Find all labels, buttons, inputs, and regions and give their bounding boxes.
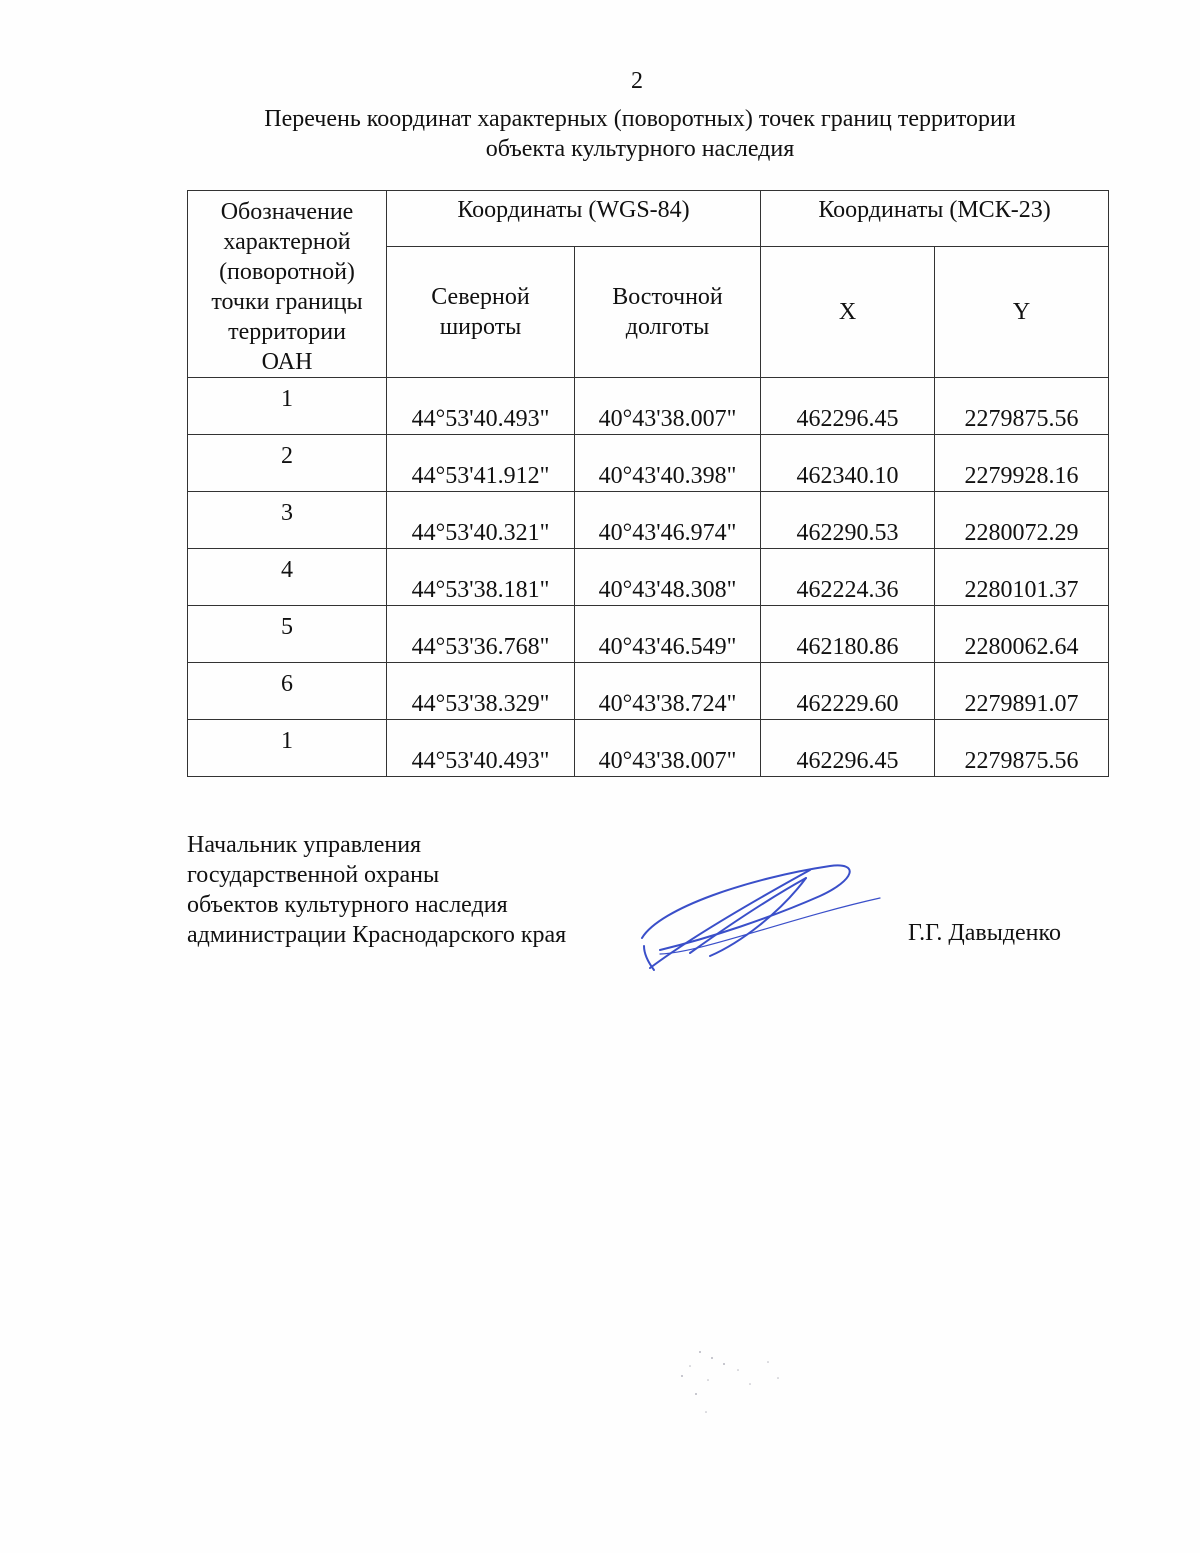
table-row (188, 549, 1109, 606)
signer-name: Г.Г. Давыденко (908, 920, 1061, 946)
header-point-designation (188, 191, 387, 378)
document-title (0, 104, 1200, 164)
cell-y: 2279928.16 (935, 435, 1109, 492)
header-longitude (575, 246, 761, 377)
cell-longitude: 40°43'40.398" (575, 435, 761, 492)
cell-latitude: 44°53'41.912" (387, 435, 575, 492)
cell-point: 3 (188, 492, 387, 549)
cell-longitude: 40°43'38.007" (575, 720, 761, 777)
title-line-2: объекта культурного наследия (485, 136, 795, 162)
position-line: Начальник управления (187, 832, 422, 858)
cell-x: 462340.10 (761, 435, 935, 492)
position-line: объектов культурного наследия (187, 892, 508, 918)
cell-y: 2280062.64 (935, 606, 1109, 663)
cell-longitude: 40°43'46.549" (575, 606, 761, 663)
cell-latitude: 44°53'38.181" (387, 549, 575, 606)
header-x: X (761, 246, 935, 377)
cell-longitude: 40°43'38.007" (575, 378, 761, 435)
position-line: администрации Краснодарского края (187, 922, 567, 948)
header-lat-line: Северной (431, 283, 530, 310)
cell-longitude: 40°43'46.974" (575, 492, 761, 549)
page-number: 2 (631, 68, 643, 94)
scan-artifacts (660, 1340, 820, 1440)
table-row (188, 492, 1109, 549)
cell-y: 2279875.56 (935, 720, 1109, 777)
table-row (188, 720, 1109, 777)
cell-x: 462290.53 (761, 492, 935, 549)
header-point-line: ОАН (261, 349, 313, 375)
cell-point: 4 (188, 549, 387, 606)
table-row (188, 663, 1109, 720)
position-line: государственной охраны (187, 862, 440, 888)
header-msk23: Координаты (МСК-23) (761, 191, 1109, 247)
header-lon-line: долготы (625, 313, 710, 340)
cell-x: 462296.45 (761, 720, 935, 777)
header-point-line: точки границы (211, 289, 363, 315)
cell-y: 2279875.56 (935, 378, 1109, 435)
table-row (188, 435, 1109, 492)
table-row (188, 606, 1109, 663)
header-wgs84: Координаты (WGS-84) (387, 191, 761, 247)
cell-latitude: 44°53'40.493" (387, 720, 575, 777)
header-y: Y (935, 246, 1109, 377)
cell-y: 2280072.29 (935, 492, 1109, 549)
cell-y: 2280101.37 (935, 549, 1109, 606)
header-latitude (387, 246, 575, 377)
cell-latitude: 44°53'38.329" (387, 663, 575, 720)
cell-x: 462180.86 (761, 606, 935, 663)
header-point-line: территории (228, 319, 346, 345)
cell-point: 1 (188, 720, 387, 777)
cell-point: 6 (188, 663, 387, 720)
table-row (188, 378, 1109, 435)
header-point-line: Обозначение (220, 199, 354, 225)
header-point-line: (поворотной) (219, 259, 355, 285)
cell-latitude: 44°53'40.321" (387, 492, 575, 549)
signatory-position (187, 830, 566, 950)
header-lat-line: широты (439, 313, 522, 340)
header-lon-line: Восточной (612, 283, 723, 310)
coordinates-table (187, 190, 1109, 777)
cell-x: 462296.45 (761, 378, 935, 435)
cell-point: 5 (188, 606, 387, 663)
cell-latitude: 44°53'36.768" (387, 606, 575, 663)
cell-x: 462224.36 (761, 549, 935, 606)
cell-longitude: 40°43'48.308" (575, 549, 761, 606)
handwritten-signature (630, 858, 890, 978)
cell-point: 1 (188, 378, 387, 435)
cell-longitude: 40°43'38.724" (575, 663, 761, 720)
cell-point: 2 (188, 435, 387, 492)
header-point-line: характерной (223, 229, 351, 255)
cell-y: 2279891.07 (935, 663, 1109, 720)
title-line-1: Перечень координат характерных (поворотных) точек границ территории (264, 106, 1016, 132)
cell-x: 462229.60 (761, 663, 935, 720)
cell-latitude: 44°53'40.493" (387, 378, 575, 435)
